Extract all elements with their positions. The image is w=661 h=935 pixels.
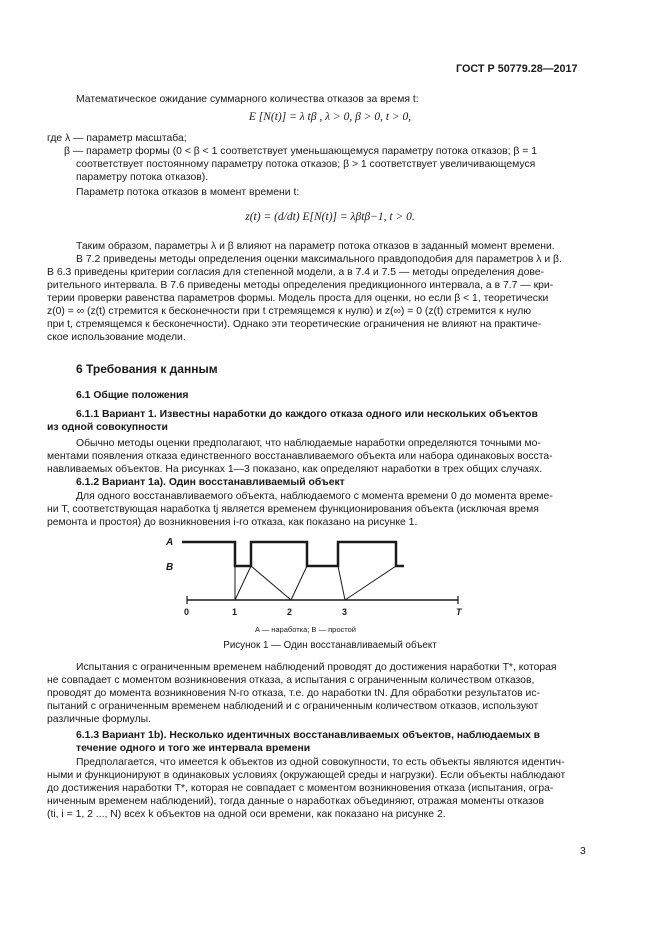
p8-line-2: ными и функционируют в одинаковых условиях (окружающей среды и нагрузки). Если объекты наблюдают	[47, 770, 566, 781]
p4-line-1: В 7.2 приведены методы определения оценки максимального правдоподобия для параметров λ и β.	[76, 254, 562, 265]
section-6-1-3-title-1: 6.1.3 Вариант 1b). Несколько идентичных восстанавливаемых объектов, наблюдаемых в	[76, 730, 541, 741]
beta-definition-2: соответствует постоянному параметру потока отказов; β > 1 соответствует увеличивающемуся	[76, 159, 536, 170]
p4-line-4: терии проверки равенства параметров формы. Модель проста для оценки, но если β < 1, теоретически	[47, 293, 549, 304]
figure-legend: A — наработка; B — простой	[255, 625, 356, 634]
p7-line-2: не совпадает с моментом возникновения отказа, а испытания с ограниченным количеством отказов,	[47, 675, 535, 686]
failure-line-2b	[251, 566, 291, 600]
section-6-1-3-title-2: течение одного и того же интервала времени	[76, 743, 311, 754]
p7-line-1: Испытания с ограниченным временем наблюдений проводят до достижения наработки T*, которая	[76, 662, 557, 673]
failure-line-1a	[235, 566, 251, 600]
section-6-1-2-title: 6.1.2 Вариант 1а). Один восстанавливаемый объект	[76, 477, 345, 488]
figure-1-diagram	[160, 532, 480, 637]
state-waveform	[182, 542, 404, 566]
intro-paragraph-3: Таким образом, параметры λ и β влияют на параметр потока отказов в заданный момент времени.	[76, 241, 555, 252]
figure-label-a: A	[166, 537, 174, 548]
p4-line-5: z(0) = ∞ (z(t) стремится к бесконечности при t стремящемся к нулю) и z(∞) = 0 (z(t) стремится к нулю	[47, 306, 532, 317]
page-number: 3	[580, 846, 586, 857]
formula-expected-failures: E [N(t)] = λ tβ , λ > 0, β > 0, t > 0,	[248, 111, 412, 123]
failure-line-3b	[338, 566, 345, 600]
p6-line-3: ремонта и простоя) до возникновения i-го отказа, как показано на рисунке 1.	[47, 517, 418, 528]
where-lambda: где λ — параметр масштаба;	[47, 133, 187, 144]
p7-line-3: проводят до момента возникновения N-го отказа, т.е. до наработки tN. Для обработки результатов ис-	[47, 688, 541, 699]
tick-label-2: 2	[287, 607, 293, 617]
tick-label-t: T	[456, 607, 462, 617]
p6-line-2: ни T, соответствующая наработка tj является временем функционирования объекта (исключая время	[47, 504, 539, 515]
p8-line-5: (ti, i = 1, 2 ..., N) всех k объектов на одной оси времени, как показано на рисунке 2.	[47, 809, 446, 820]
beta-definition-3: параметру потока отказов).	[76, 172, 209, 183]
p5-line-3: навливаемых объектов. На рисунках 1—3 показано, как определяют наработки в трех общих случаях.	[47, 464, 543, 475]
figure-1-caption: Рисунок 1 — Один восстанавливаемый объект	[223, 640, 437, 651]
failure-line-3a	[345, 566, 396, 600]
section-6-1-1-title-2: из одной совокупности	[47, 422, 168, 433]
p4-line-7: ское использование модели.	[47, 332, 186, 343]
p8-line-4: ниченным временем наблюдений), тогда данные о наработках объединяют, отражая моменты отказов	[47, 796, 544, 807]
p7-line-4: пытаний с ограниченным временем наблюдений и с ограниченным количеством отказов, используют	[47, 701, 539, 712]
p4-line-3: рительного интервала. В 7.6 приведены методы определения предикционного интервала, а в 7.7 — кри-	[47, 280, 554, 291]
p5-line-1: Обычно методы оценки предполагают, что наблюдаемые наработки определяются точными мо-	[76, 438, 541, 449]
figure-label-b: B	[166, 562, 174, 573]
p6-line-1: Для одного восстанавливаемого объекта, наблюдаемого с момента времени 0 до момента време-	[76, 491, 553, 502]
formula-failure-rate: z(t) = (d/dt) E[N(t)] = λβtβ−1, t > 0.	[245, 211, 415, 223]
document-header: ГОСТ Р 50779.28—2017	[456, 63, 578, 75]
intro-paragraph-2: Параметр потока отказов в момент времени t:	[76, 187, 300, 198]
beta-definition-1: β — параметр формы (0 < β < 1 соответствует уменьшающемуся параметру потока отказов; β = 1	[64, 146, 538, 157]
tick-label-3: 3	[342, 607, 348, 617]
section-6-1-title: 6.1 Общие положения	[76, 390, 189, 401]
p4-line-2: В 6.3 приведены критерии согласия для степенной модели, а в 7.4 и 7.5 — методы определения дове-	[47, 267, 545, 278]
tick-label-0: 0	[184, 607, 190, 617]
p7-line-5: различные формулы.	[47, 714, 151, 725]
intro-paragraph-1: Математическое ожидание суммарного количества отказов за время t:	[76, 94, 419, 105]
p4-line-6: при t, стремящемся к бесконечности). Однако эти теоретические ограничения не влияют на практиче-	[47, 319, 542, 330]
section-6-1-1-title-1: 6.1.1 Вариант 1. Известны наработки до каждого отказа одного или нескольких объектов	[76, 409, 538, 420]
p8-line-1: Предполагается, что имеется k объектов из одной совокупности, то есть объекты являются идентич-	[76, 757, 565, 768]
section-6-title: 6 Требования к данным	[76, 362, 218, 376]
failure-line-2a	[291, 566, 307, 600]
p5-line-2: ментами появления отказа единственного восстанавливаемого объекта или набора одинаковых восста-	[47, 451, 553, 462]
p8-line-3: до достижения наработки T*, которая не совпадает с моментом возникновения отказа (испытания, огра-	[47, 783, 554, 794]
tick-label-1: 1	[232, 607, 238, 617]
